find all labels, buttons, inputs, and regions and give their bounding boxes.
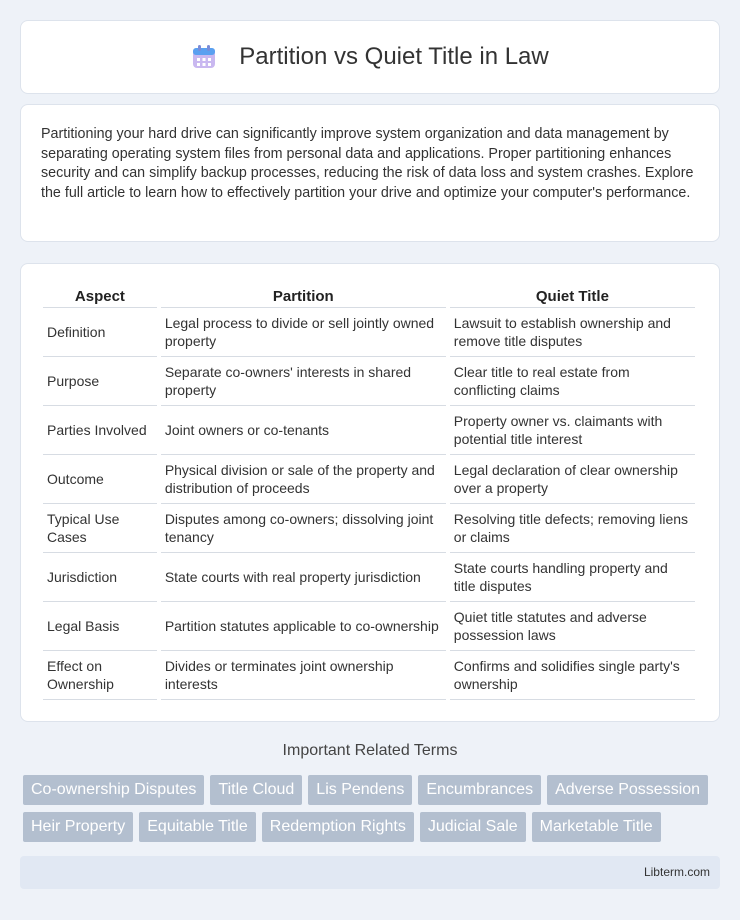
- tag-marketable-title[interactable]: Marketable Title: [532, 812, 661, 842]
- cell-partition: Partition statutes applicable to co-ownership: [161, 602, 446, 651]
- cell-partition: Disputes among co-owners; dissolving joint tenancy: [161, 504, 446, 553]
- cell-aspect: Typical Use Cases: [43, 504, 157, 553]
- comparison-table-card: [20, 263, 720, 722]
- related-terms-title: Important Related Terms: [282, 742, 458, 759]
- cell-quiet-title: Clear title to real estate from conflicting claims: [450, 357, 695, 406]
- table-row: [43, 357, 695, 406]
- cell-partition: State courts with real property jurisdiction: [161, 553, 446, 602]
- calendar-icon: [191, 44, 217, 70]
- cell-quiet-title: Confirms and solidifies single party's ownership: [450, 651, 695, 700]
- tag-title-cloud[interactable]: Title Cloud: [210, 775, 302, 805]
- table-row: [43, 553, 695, 602]
- cell-quiet-title: Lawsuit to establish ownership and remove title disputes: [450, 308, 695, 357]
- table-row: [43, 455, 695, 504]
- page-title: Partition vs Quiet Title in Law: [239, 43, 549, 70]
- cell-quiet-title: Property owner vs. claimants with potential title interest: [450, 406, 695, 455]
- footer: [20, 856, 720, 889]
- tag-adverse-possession[interactable]: Adverse Possession: [547, 775, 708, 805]
- cell-quiet-title: Legal declaration of clear ownership over a property: [450, 455, 695, 504]
- header-partition: Partition: [161, 286, 446, 308]
- cell-partition: Physical division or sale of the property and distribution of proceeds: [161, 455, 446, 504]
- tag-row: [23, 775, 723, 805]
- cell-aspect: Definition: [43, 308, 157, 357]
- cell-partition: Joint owners or co-tenants: [161, 406, 446, 455]
- tag-heir-property[interactable]: Heir Property: [23, 812, 133, 842]
- tag-judicial-sale[interactable]: Judicial Sale: [420, 812, 526, 842]
- cell-aspect: Legal Basis: [43, 602, 157, 651]
- header-card: [20, 20, 720, 94]
- tag-row: [23, 812, 723, 842]
- table-row: [43, 308, 695, 357]
- table-row: [43, 651, 695, 700]
- cell-partition: Separate co-owners' interests in shared property: [161, 357, 446, 406]
- cell-aspect: Jurisdiction: [43, 553, 157, 602]
- cell-aspect: Purpose: [43, 357, 157, 406]
- related-terms: [23, 775, 723, 849]
- comparison-table: [39, 286, 699, 700]
- tag-co-ownership-disputes[interactable]: Co-ownership Disputes: [23, 775, 204, 805]
- tag-redemption-rights[interactable]: Redemption Rights: [262, 812, 414, 842]
- tag-encumbrances[interactable]: Encumbrances: [418, 775, 541, 805]
- cell-aspect: Parties Involved: [43, 406, 157, 455]
- cell-aspect: Outcome: [43, 455, 157, 504]
- footer-link[interactable]: Libterm.com: [643, 865, 710, 879]
- cell-partition: Divides or terminates joint ownership interests: [161, 651, 446, 700]
- intro-text: Partitioning your hard drive can significantly improve system organization and data management by separating operating system files from personal data and applications. Proper partitioning enhances security and can simplify backup processes, reducing the risk of data loss and system crashes. Explore the full article to learn how to effectively partition your drive and optimize your computer's performance.: [41, 126, 694, 201]
- tag-lis-pendens[interactable]: Lis Pendens: [308, 775, 412, 805]
- header-quiet-title: Quiet Title: [450, 286, 695, 308]
- cell-quiet-title: Resolving title defects; removing liens or claims: [450, 504, 695, 553]
- cell-quiet-title: Quiet title statutes and adverse possession laws: [450, 602, 695, 651]
- cell-aspect: Effect on Ownership: [43, 651, 157, 700]
- table-header-row: [43, 286, 695, 308]
- tag-equitable-title[interactable]: Equitable Title: [139, 812, 256, 842]
- header-aspect: Aspect: [43, 286, 157, 308]
- table-row: [43, 406, 695, 455]
- cell-quiet-title: State courts handling property and title disputes: [450, 553, 695, 602]
- intro-card: [20, 104, 720, 242]
- table-row: [43, 602, 695, 651]
- table-row: [43, 504, 695, 553]
- cell-partition: Legal process to divide or sell jointly owned property: [161, 308, 446, 357]
